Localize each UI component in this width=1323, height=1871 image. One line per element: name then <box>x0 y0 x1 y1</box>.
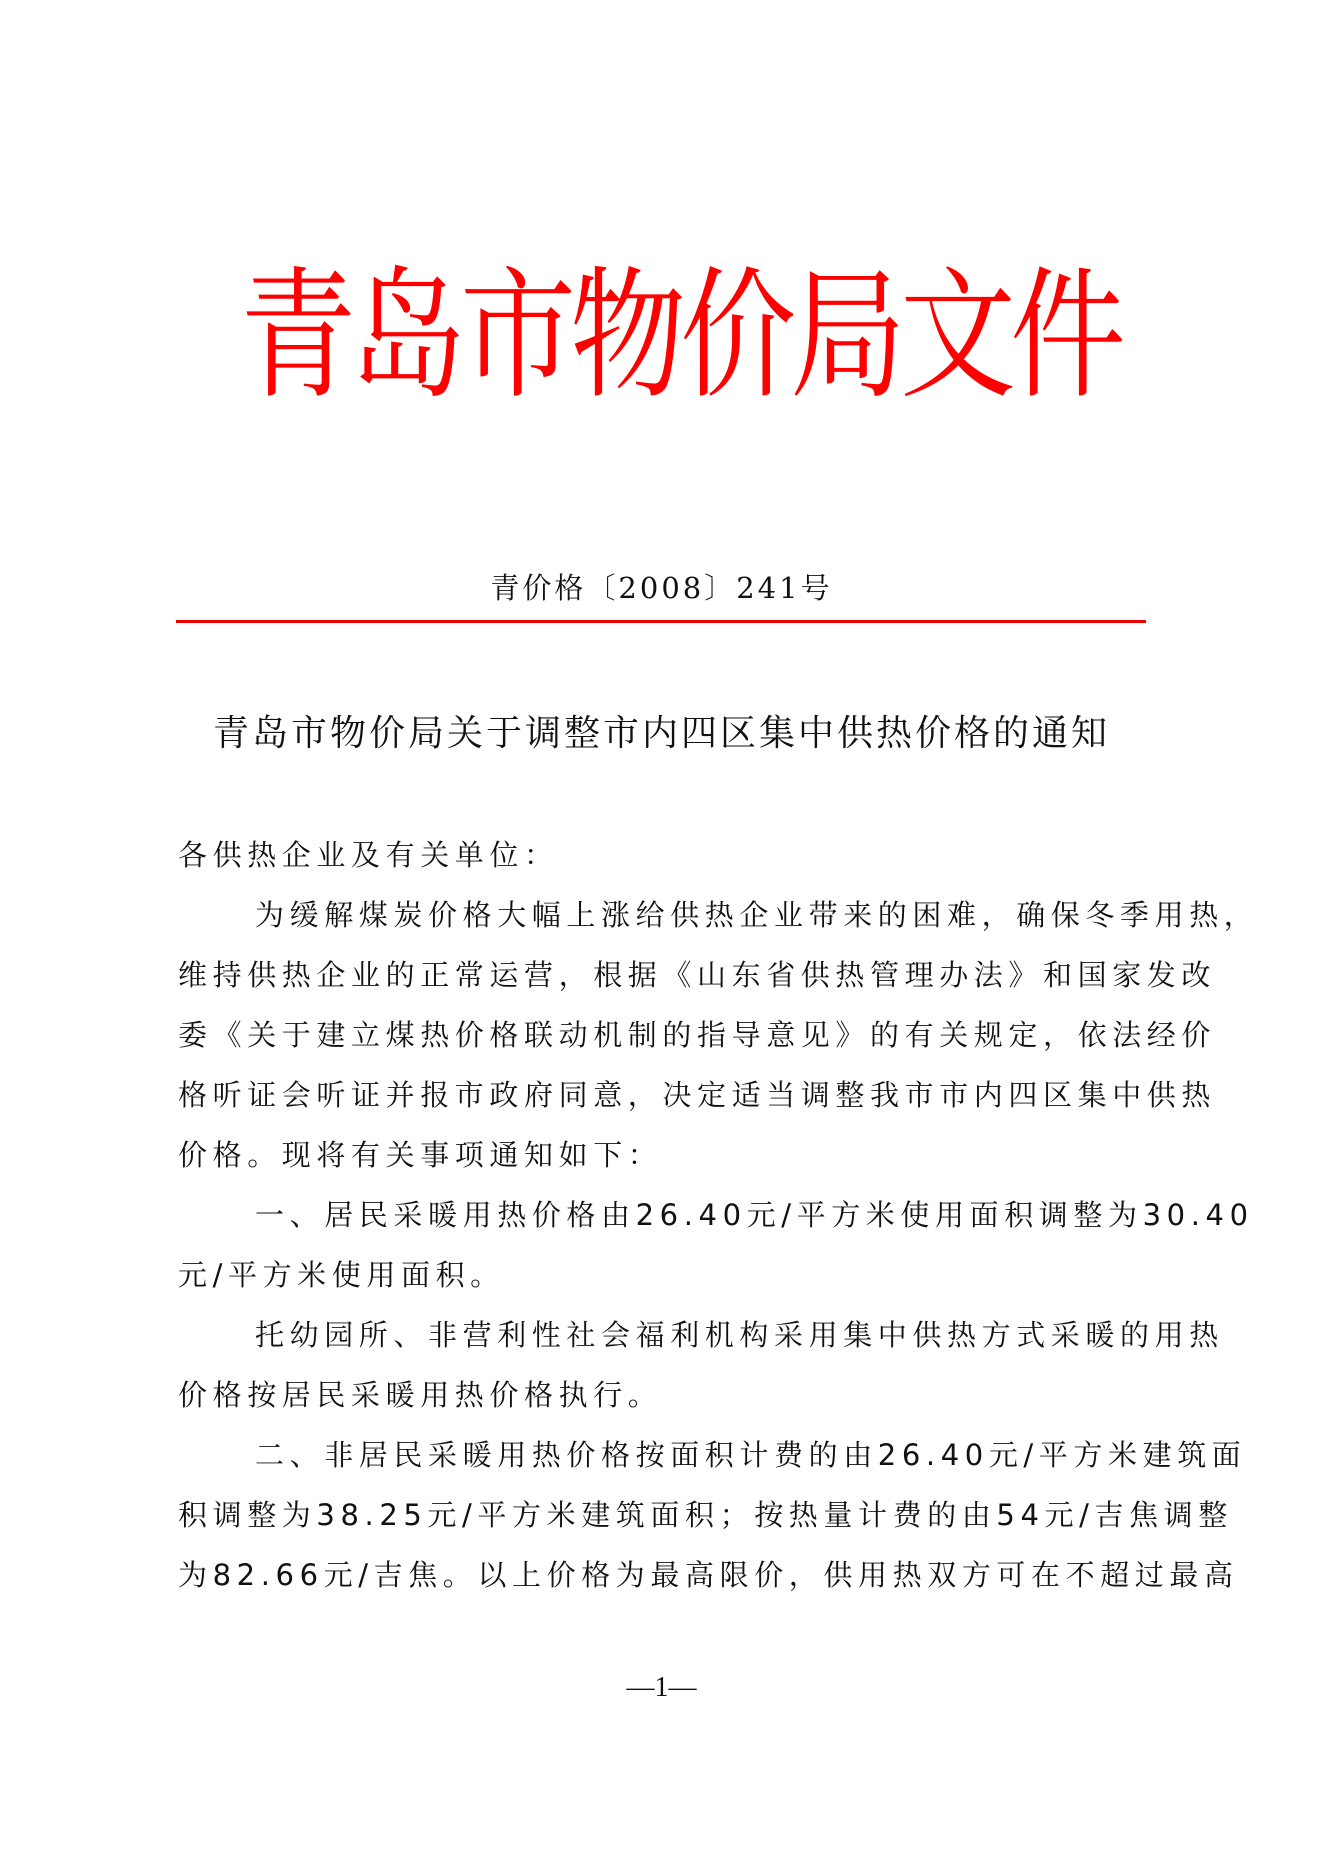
body-line: 二、非居民采暖用热价格按面积计费的由26.40元/平方米建筑面 <box>255 1438 1247 1472</box>
document-number: 青价格〔2008〕241号 <box>490 571 833 605</box>
page-number: —1— <box>626 1672 697 1703</box>
body-line: 为82.66元/吉焦。以上价格为最高限价，供用热双方可在不超过最高 <box>178 1558 1239 1592</box>
body-line: 维持供热企业的正常运营，根据《山东省供热管理办法》和国家发改 <box>178 958 1217 992</box>
red-divider-rule <box>176 620 1146 623</box>
body-line: 价格。现将有关事项通知如下： <box>178 1138 663 1172</box>
body-line: 托幼园所、非营利性社会福利机构采用集中供热方式采暖的用热 <box>255 1318 1224 1352</box>
body-line: 积调整为38.25元/平方米建筑面积；按热量计费的由54元/吉焦调整 <box>178 1498 1233 1532</box>
body-line: 各供热企业及有关单位： <box>178 838 559 872</box>
body-line: 为缓解煤炭价格大幅上涨给供热企业带来的困难，确保冬季用热， <box>255 898 1259 932</box>
body-line: 委《关于建立煤热价格联动机制的指导意见》的有关规定，依法经价 <box>178 1018 1217 1052</box>
notice-title: 青岛市物价局关于调整市内四区集中供热价格的通知 <box>212 713 1110 754</box>
body-line: 格听证会听证并报市政府同意，决定适当调整我市市内四区集中供热 <box>178 1078 1217 1112</box>
body-line: 一、居民采暖用热价格由26.40元/平方米使用面积调整为30.40 <box>255 1198 1254 1232</box>
body-line: 价格按居民采暖用热价格执行。 <box>178 1378 663 1412</box>
body-line: 元/平方米使用面积。 <box>178 1258 505 1292</box>
masthead-title: 青岛市物价局文件 <box>240 254 1120 419</box>
notice-body <box>178 828 1259 1608</box>
